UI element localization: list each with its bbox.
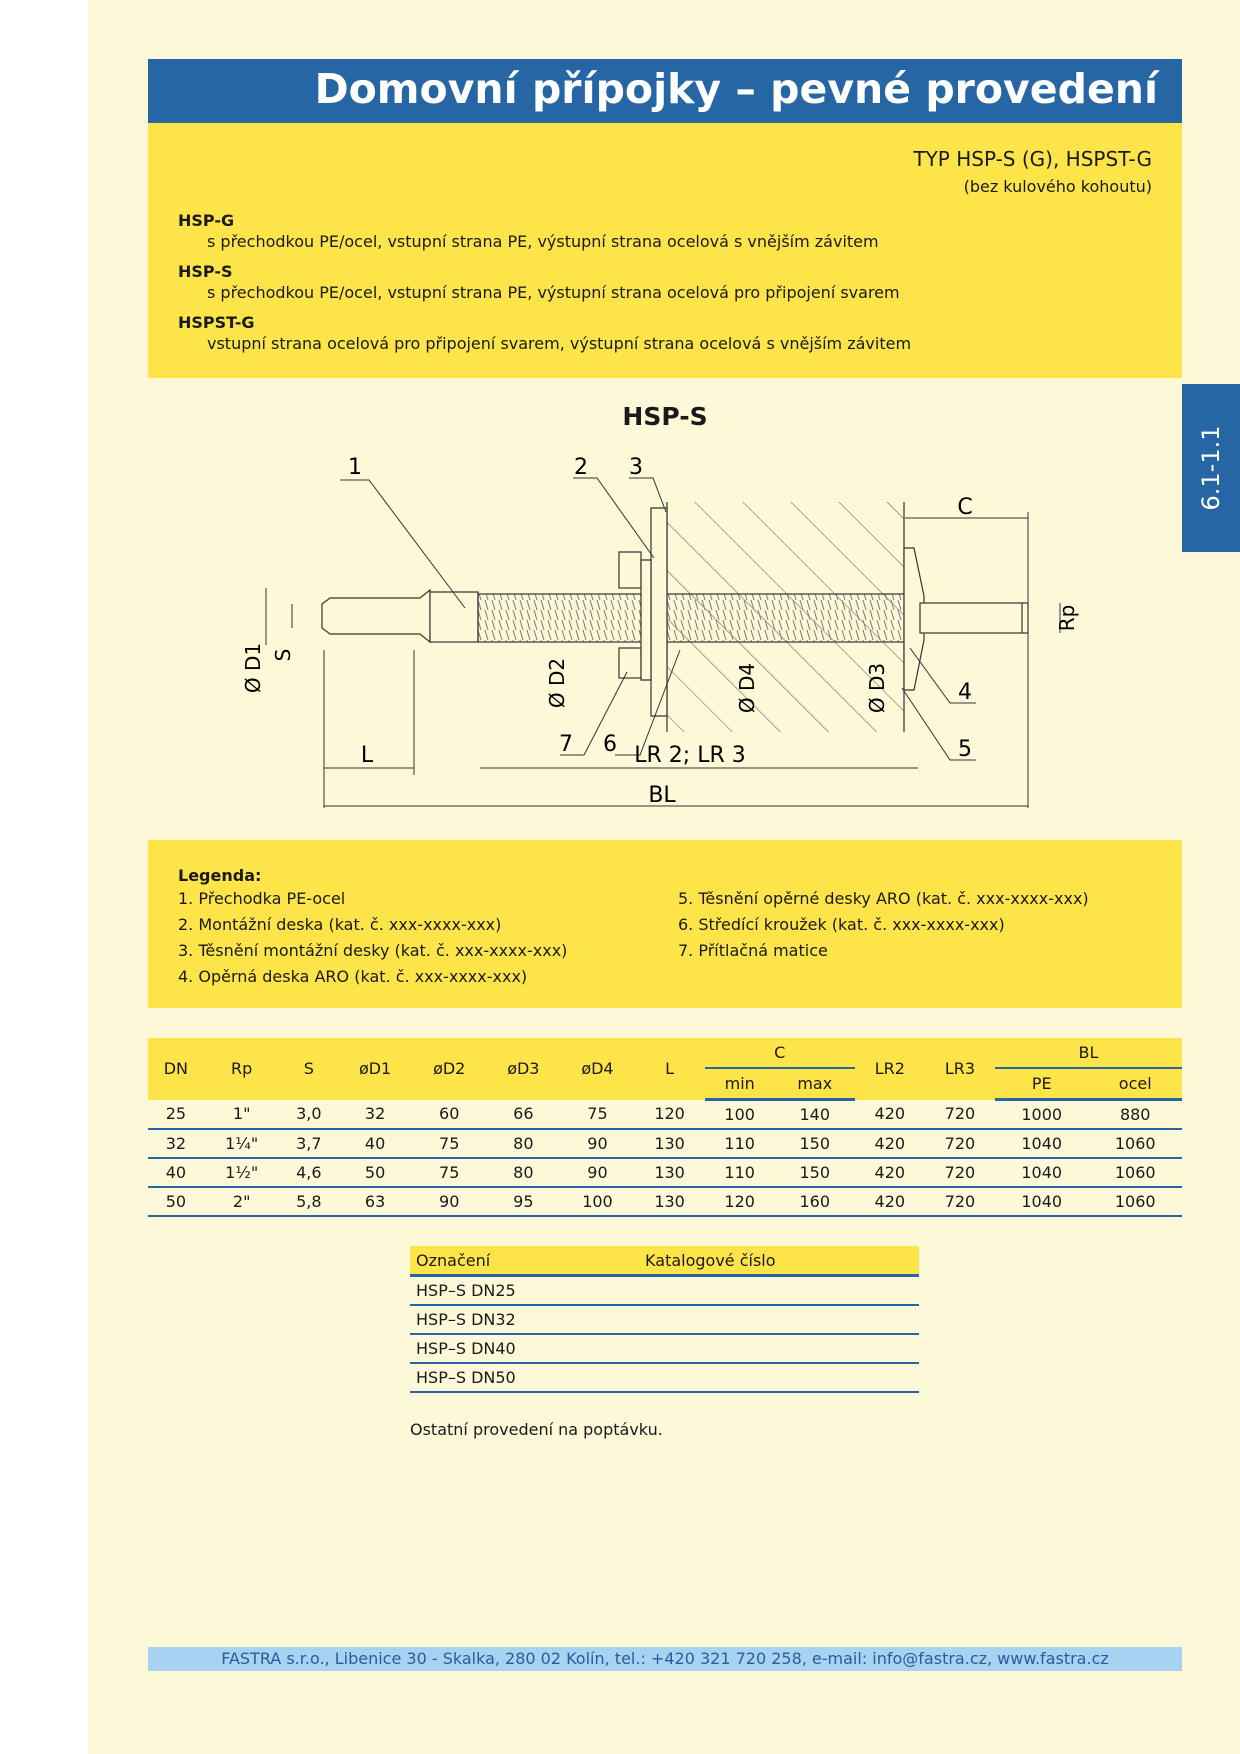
- table-cell: [639, 1276, 919, 1306]
- table-cell: 130: [635, 1158, 705, 1187]
- table-row: [148, 1187, 1182, 1216]
- legend-column-left: [178, 886, 567, 990]
- table-cell: 4,6: [280, 1158, 338, 1187]
- table-cell: 75: [412, 1129, 486, 1158]
- dim-d3: Ø D3: [865, 662, 889, 714]
- variant-description: s přechodkou PE/ocel, vstupní strana PE, výstupní strana ocelová pro připojení svarem: [207, 283, 900, 302]
- table-cell: 1060: [1088, 1129, 1182, 1158]
- table-cell: 2": [204, 1187, 280, 1216]
- variant-code: HSP-S: [178, 262, 233, 281]
- title-bar: [148, 59, 1182, 123]
- col-header: Katalogové číslo: [639, 1246, 919, 1276]
- col-subheader: PE: [995, 1068, 1088, 1100]
- table-cell: 420: [855, 1129, 925, 1158]
- col-header: L: [635, 1038, 705, 1100]
- table-row: [410, 1305, 919, 1334]
- callout-6: 6: [603, 732, 617, 757]
- callout-4: 4: [958, 680, 972, 705]
- dim-bl: BL: [648, 783, 676, 808]
- pe-pipe: [322, 590, 478, 642]
- col-header: LR3: [925, 1038, 995, 1100]
- table-cell: HSP–S DN50: [410, 1363, 639, 1392]
- table-cell: HSP–S DN32: [410, 1305, 639, 1334]
- table-cell: 720: [925, 1158, 995, 1187]
- table-cell: 1¼": [204, 1129, 280, 1158]
- legend-title: Legenda:: [178, 866, 262, 885]
- table-cell: 120: [635, 1100, 705, 1130]
- type-line: TYP HSP-S (G), HSPST-G: [913, 147, 1152, 171]
- table-row: [410, 1276, 919, 1306]
- table-row: [148, 1129, 1182, 1158]
- callout-7: 7: [559, 732, 573, 757]
- table-cell: 100: [705, 1100, 775, 1130]
- table-cell: 3,0: [280, 1100, 338, 1130]
- table-cell: 1060: [1088, 1158, 1182, 1187]
- table-cell: 75: [412, 1158, 486, 1187]
- table-cell: HSP–S DN25: [410, 1276, 639, 1306]
- dim-lr: LR 2; LR 3: [634, 743, 746, 768]
- variant-hsp-s: [178, 262, 900, 302]
- col-header: S: [280, 1038, 338, 1100]
- table-cell: 32: [148, 1129, 204, 1158]
- legend-item: 4. Opěrná deska ARO (kat. č. xxx-xxxx-xxx): [178, 967, 528, 986]
- table-cell: 25: [148, 1100, 204, 1130]
- legend-item: 7. Přítlačná matice: [678, 941, 828, 960]
- dim-c: C: [957, 495, 973, 520]
- col-header: øD2: [412, 1038, 486, 1100]
- variant-code: HSPST-G: [178, 313, 255, 332]
- drawing-title: HSP-S: [622, 402, 708, 431]
- legend-item: 5. Těsnění opěrné desky ARO (kat. č. xxx-xxxx-xxx): [678, 889, 1089, 908]
- table-cell: 3,7: [280, 1129, 338, 1158]
- variant-code: HSP-G: [178, 211, 235, 230]
- table-cell: [639, 1334, 919, 1363]
- table-cell: [639, 1363, 919, 1392]
- table-cell: 130: [635, 1129, 705, 1158]
- transition-pe-steel: [478, 594, 920, 642]
- table-cell: 1060: [1088, 1187, 1182, 1216]
- table-cell: 60: [412, 1100, 486, 1130]
- legend-item: 2. Montážní deska (kat. č. xxx-xxxx-xxx): [178, 915, 502, 934]
- col-subheader: min: [705, 1068, 775, 1100]
- col-subheader: max: [775, 1068, 855, 1100]
- table-cell: 110: [705, 1158, 775, 1187]
- callout-2: 2: [574, 455, 588, 480]
- table-cell: 80: [486, 1129, 560, 1158]
- dim-d4: Ø D4: [735, 662, 759, 714]
- col-header: øD4: [560, 1038, 634, 1100]
- table-cell: 40: [148, 1158, 204, 1187]
- table-cell: 80: [486, 1158, 560, 1187]
- dim-l: L: [360, 743, 374, 768]
- col-header: Rp: [204, 1038, 280, 1100]
- table-cell: 90: [412, 1187, 486, 1216]
- table-cell: 95: [486, 1187, 560, 1216]
- table-cell: 1½": [204, 1158, 280, 1187]
- table-cell: 50: [338, 1158, 412, 1187]
- callout-1: 1: [348, 455, 362, 480]
- variant-description: vstupní strana ocelová pro připojení svarem, výstupní strana ocelová s vnějším závitem: [207, 334, 912, 353]
- table-cell: 150: [775, 1158, 855, 1187]
- col-header: øD1: [338, 1038, 412, 1100]
- technical-drawing: [200, 440, 1100, 820]
- table-cell: 1040: [995, 1187, 1088, 1216]
- callout-5: 5: [958, 737, 972, 762]
- table-cell: 420: [855, 1100, 925, 1130]
- catalog-table-body: [410, 1276, 919, 1393]
- section-tab-label: 6.1-1.1: [1197, 425, 1225, 511]
- legend-box: [148, 840, 1182, 1008]
- table-cell: 1": [204, 1100, 280, 1130]
- table-cell: 140: [775, 1100, 855, 1130]
- table-row: [410, 1334, 919, 1363]
- dimension-table: [148, 1038, 1182, 1217]
- table-row: [148, 1100, 1182, 1130]
- table-cell: 32: [338, 1100, 412, 1130]
- col-header: Označení: [410, 1246, 639, 1276]
- col-header: BL: [995, 1038, 1182, 1068]
- catalog-table: [410, 1246, 919, 1393]
- table-row: [148, 1158, 1182, 1187]
- table-cell: [639, 1305, 919, 1334]
- legend-item: 6. Středící kroužek (kat. č. xxx-xxxx-xxx): [678, 915, 1005, 934]
- table-cell: 63: [338, 1187, 412, 1216]
- legend-column-right: [678, 886, 1089, 964]
- legend-item: 3. Těsnění montážní desky (kat. č. xxx-xxxx-xxx): [178, 941, 568, 960]
- table-cell: 420: [855, 1158, 925, 1187]
- dim-d1: Ø D1: [241, 642, 265, 694]
- section-tab: [1182, 384, 1240, 552]
- type-note: (bez kulového kohoutu): [963, 177, 1152, 196]
- table-cell: 75: [560, 1100, 634, 1130]
- table-cell: 880: [1088, 1100, 1182, 1130]
- col-header: C: [705, 1038, 855, 1068]
- table-cell: 110: [705, 1129, 775, 1158]
- dimension-table-body: [148, 1100, 1182, 1217]
- variant-description: s přechodkou PE/ocel, vstupní strana PE, výstupní strana ocelová s vnějším závitem: [207, 232, 879, 251]
- table-cell: 1000: [995, 1100, 1088, 1130]
- table-cell: HSP–S DN40: [410, 1334, 639, 1363]
- table-cell: 40: [338, 1129, 412, 1158]
- variant-hspst-g: [178, 313, 911, 353]
- steel-pipe: [920, 603, 1028, 633]
- table-cell: 150: [775, 1129, 855, 1158]
- table-cell: 5,8: [280, 1187, 338, 1216]
- dim-d2: Ø D2: [545, 657, 569, 709]
- availability-note: Ostatní provedení na poptávku.: [410, 1420, 663, 1439]
- table-cell: 100: [560, 1187, 634, 1216]
- table-cell: 420: [855, 1187, 925, 1216]
- callout-3: 3: [629, 455, 643, 480]
- table-cell: 1040: [995, 1129, 1088, 1158]
- table-cell: 90: [560, 1158, 634, 1187]
- legend-item: 1. Přechodka PE-ocel: [178, 889, 346, 908]
- table-cell: 720: [925, 1187, 995, 1216]
- table-cell: 160: [775, 1187, 855, 1216]
- table-row: [410, 1363, 919, 1392]
- dim-s: S: [271, 648, 295, 662]
- table-cell: 1040: [995, 1158, 1088, 1187]
- table-cell: 120: [705, 1187, 775, 1216]
- table-cell: 720: [925, 1129, 995, 1158]
- table-cell: 720: [925, 1100, 995, 1130]
- table-cell: 130: [635, 1187, 705, 1216]
- footer-contact: FASTRA s.r.o., Libenice 30 - Skalka, 280 02 Kolín, tel.: +420 321 720 258, e-mail: info@fastra.cz, www.fastra.cz: [148, 1647, 1182, 1671]
- page-title: Domovní přípojky – pevné provedení: [314, 65, 1158, 113]
- col-subheader: ocel: [1088, 1068, 1182, 1100]
- table-cell: 50: [148, 1187, 204, 1216]
- col-header: LR2: [855, 1038, 925, 1100]
- dim-rp: Rp: [1055, 604, 1079, 632]
- variant-hsp-g: [178, 211, 879, 251]
- col-header: DN: [148, 1038, 204, 1100]
- table-cell: 90: [560, 1129, 634, 1158]
- table-cell: 66: [486, 1100, 560, 1130]
- col-header: øD3: [486, 1038, 560, 1100]
- intro-box: [148, 123, 1182, 378]
